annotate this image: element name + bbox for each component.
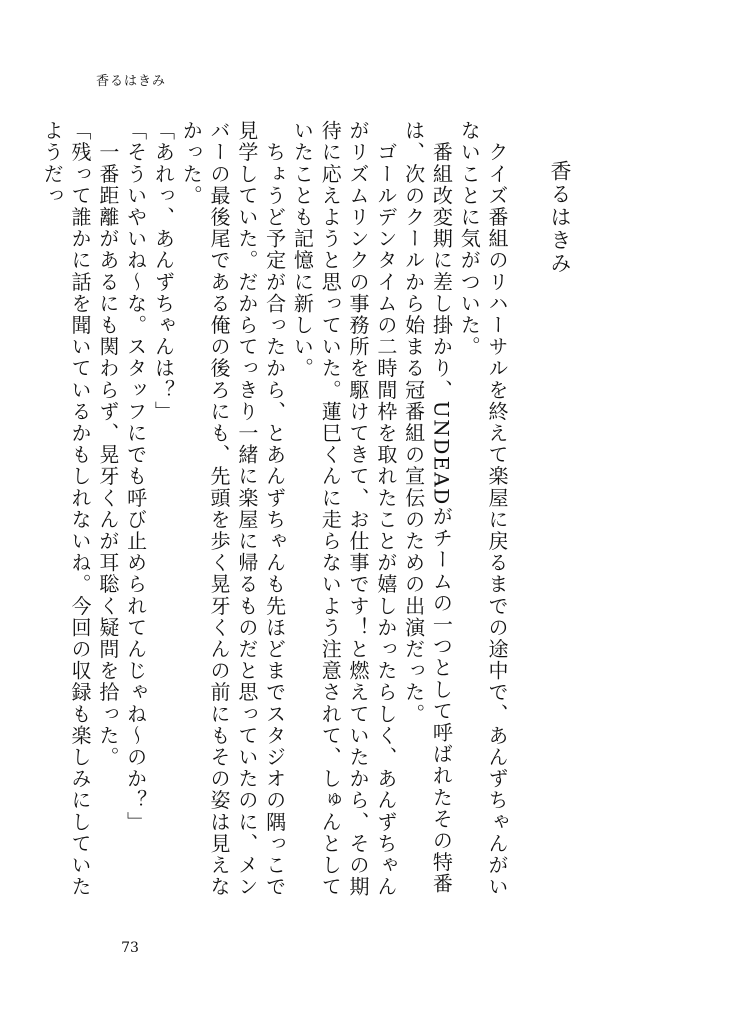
- paragraph-3: ゴールデンタイムの二時間枠を取れたことが嬉しかったらしく、あんずちゃんがリズムリンクの事務所を駆けてきて、お仕事です！と燃えていたから、その期待に応えようと思っていた。蓮巳くんに走らないよう注意されて、しゅんとしていたことも記憶に新しい。: [290, 120, 398, 898]
- paragraph-2: 番組改変期に差し掛かり、UNDEADがチームの一つとして呼ばれたその特番は、次のクールから始まる冠番組の宣伝のための出演だった。: [401, 120, 454, 895]
- paragraph-4: ちょうど予定が合ったから、とあんずちゃんも先ほどまでスタジオの隅っこで見学していた。だからてっきり一緒に楽屋に帰るものだと思っていたのに、メンバーの最後尾である俺の後ろにも、先頭を歩く晃牙くんの前にもその姿は見えなかった。: [179, 120, 287, 898]
- paragraph-6: 「そういやいね〜な。スタッフにでも呼び止められてんじゃね〜のか？」: [123, 120, 148, 833]
- paragraph-1: クイズ番組のリハーサルを終えて楽屋に戻るまでの途中で、あんずちゃんがいないことに気がついた。: [457, 120, 509, 898]
- running-header: 香るはきみ: [96, 74, 167, 89]
- author-heading: 香るはきみ: [548, 160, 572, 275]
- page-number: 73: [121, 940, 139, 956]
- paragraph-5: 「あれっ、あんずちゃんは？」: [151, 120, 176, 423]
- body-text: [40, 120, 510, 910]
- paragraph-7: 一番距離があるにも関わらず、晃牙くんが耳聡く疑問を拾った。: [95, 120, 120, 768]
- paragraph-8: 「残って誰かに話を聞いているかもしれないね。今回の収録も楽しみにしていたようだっ: [40, 120, 93, 898]
